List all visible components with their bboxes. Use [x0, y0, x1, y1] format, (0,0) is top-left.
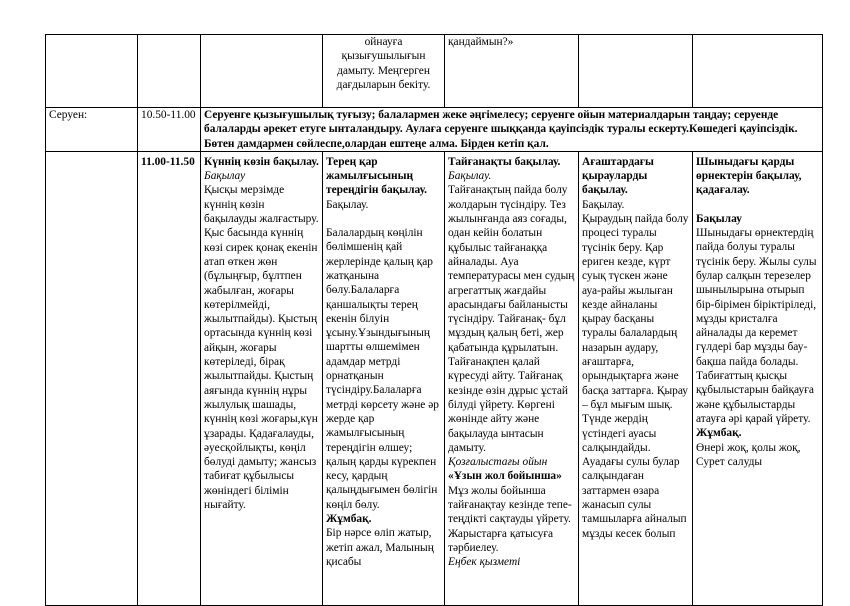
- riddle-title: Жұмбақ.: [696, 427, 742, 440]
- riddle-title: Жұмбақ.: [326, 513, 372, 526]
- walk-description: Серуенге қызығушылық туғызу; балалармен жеке әңгімелесу; серуенге ойын материалдарын таңдау; серуенде балаларды әрекет етуге ынталандыру. Аулаға серуенге шыққанда қауіпсіздік туралы ескерту.Көшедегі қауіпсіздік. Бөтен дамдармен сөйлеспе,олардан ештеңе алма. Бірден кетіп қал.: [201, 108, 823, 152]
- work-label: Еңбек қызметі: [448, 556, 521, 569]
- activity-cell: [323, 151, 445, 605]
- schedule-table: [45, 34, 823, 606]
- activity-body: Тайғанақтың пайда болу жолдарын түсіндіру. Тез жылынғанда аяз соғады, одан кейін болатын құбылыс тайғанаққа айналады. Ауа температурасы мен судың агрегаттық жағдайы арасындағы байланысты түсіндіру. Тайғанақ- бұл мұздың қалың беті, жер қабатында құрылатын. Тайғанақпен қалай күресуді айту. Тайғанақ кезінде өзін дұрыс ұстай білуді үйрету. Көргені жөнінде айту және бақылауда ынтасын дамыту.: [448, 184, 575, 454]
- activity-body: Қыраудың пайда болу процесі туралы түсінік беру. Қар ериген кезде, күрт суық түскен және ауа-райы жылыған кезде айналаны қырау басқаны туралы балалардың назарын аудару, ағаштарға, орындықтарға және басқа заттарға. Қырау – бұл мығым шық. Түнде жердің үстіндегі ауасы салқындайды. Ауадағы сулы булар салқындаған заттармен өзара жанасып сулы тамшыларға айналып мұзды кесек болып: [582, 213, 689, 540]
- table-row: [46, 35, 823, 108]
- cell-empty: [138, 35, 201, 108]
- riddle-text: Өнері жоқ, қолы жоқ, Сурет салуды: [696, 441, 801, 468]
- activity-subtitle: Бақылау: [696, 212, 742, 225]
- cell-empty: [579, 35, 693, 108]
- cell-empty: [201, 35, 323, 108]
- cell-empty: [693, 35, 823, 108]
- cell-empty: [46, 35, 138, 108]
- activity-subtitle: Бақылау.: [582, 198, 625, 211]
- game-body: Мұз жолы бойынша тайғанақтау кезінде тепе-теңдікті сақтауды үйрету. Жарыстарға қатысуға тәрбиелеу.: [448, 484, 572, 554]
- activity-cell: [445, 151, 579, 605]
- game-label: Қозғалыстағы ойын: [448, 456, 548, 469]
- cell-empty: [46, 151, 138, 605]
- activity-subtitle: Бақылау: [204, 170, 246, 183]
- table-row: [46, 151, 823, 605]
- activity-cell: [693, 151, 823, 605]
- cell-text: ойнауға қызығушылығын дамыту. Меңгерген дағдыларын бекіту.: [323, 35, 445, 108]
- activity-title: Тайғанақты бақылау.: [448, 155, 561, 168]
- game-title: «Ұзын жол бойынша»: [448, 470, 562, 483]
- time-cell: 10.50-11.00: [138, 108, 201, 152]
- activity-body: Шыныдағы өрнектердің пайда болуы туралы түсінік беру. Жылы сулы булар салқын терезелер шынылырына отырып бір-бірімен біріктіріледі, мұзды кристалға айналады да керемет гүлдері бар мұзды бау-бақша пайда болады. Табиғаттың қысқы құбылыстарын байқауға және құбылыстарды атауға әрі қарай үйрету.: [696, 227, 817, 425]
- riddle-text: Бір нәрсе өліп жатыр, жетіп ажал, Малының қисабы: [326, 527, 434, 568]
- activity-body: Қысқы мерзімде күннің көзін бақылауды жалғастыру. Қыс басында күннің көзі сирек қонақ екенін атап өткен жөн (бұлыңғыр, бұлтпен жабылған, жоғары көтерілмейді, жылытпайды). Қыстың ортасында күннің көзі айқын, жоғары көтеріледі, бірақ жылытпайды. Қыстың аяғында күннің нұры жылулық шашады, күннің көзі жоғары,күн ұзарады. Қадағалауды, әуесқойлықты, көңіл бөлуді дамыту; жансыз табиғат құбылысы жөніндегі білімін нығайту.: [204, 184, 319, 512]
- activity-title: Шыныдағы қарды өрнектерін бақылау, қадағалау.: [696, 155, 802, 197]
- activity-subtitle: Бақылау.: [326, 198, 369, 211]
- row-label: Серуен:: [46, 108, 138, 152]
- activity-cell: [201, 151, 323, 605]
- time-cell: 11.00-11.50: [138, 151, 201, 605]
- activity-title: Ағаштардағы қырауларды бақылау.: [582, 155, 654, 197]
- activity-body: Балалардың көңілін бөлімшенің қай жерлерінде қалың қар жатқанына бөлу.Балаларға қаншалықты терең екенін білуін ұсыну.Ұзындығының шартты өлшемімен адамдар метрді орнатқанын түсіндіру.Балаларға метрді көрсету және әр жерде қар жамылғысының тереңдігін өлшеу; қалың қарды күрекпен кесу, қардың қалыңдығымен бөлігін көңіл бөлу.: [326, 227, 439, 511]
- activity-cell: [579, 151, 693, 605]
- cell-text: қандаймын?»: [445, 35, 579, 108]
- activity-title: Күннің көзін бақылау.: [204, 155, 319, 168]
- table-row: [46, 108, 823, 152]
- activity-title: Терең қар жамылғысының тереңдігін бақылау.: [326, 155, 428, 197]
- activity-subtitle: Бақылау.: [448, 170, 492, 183]
